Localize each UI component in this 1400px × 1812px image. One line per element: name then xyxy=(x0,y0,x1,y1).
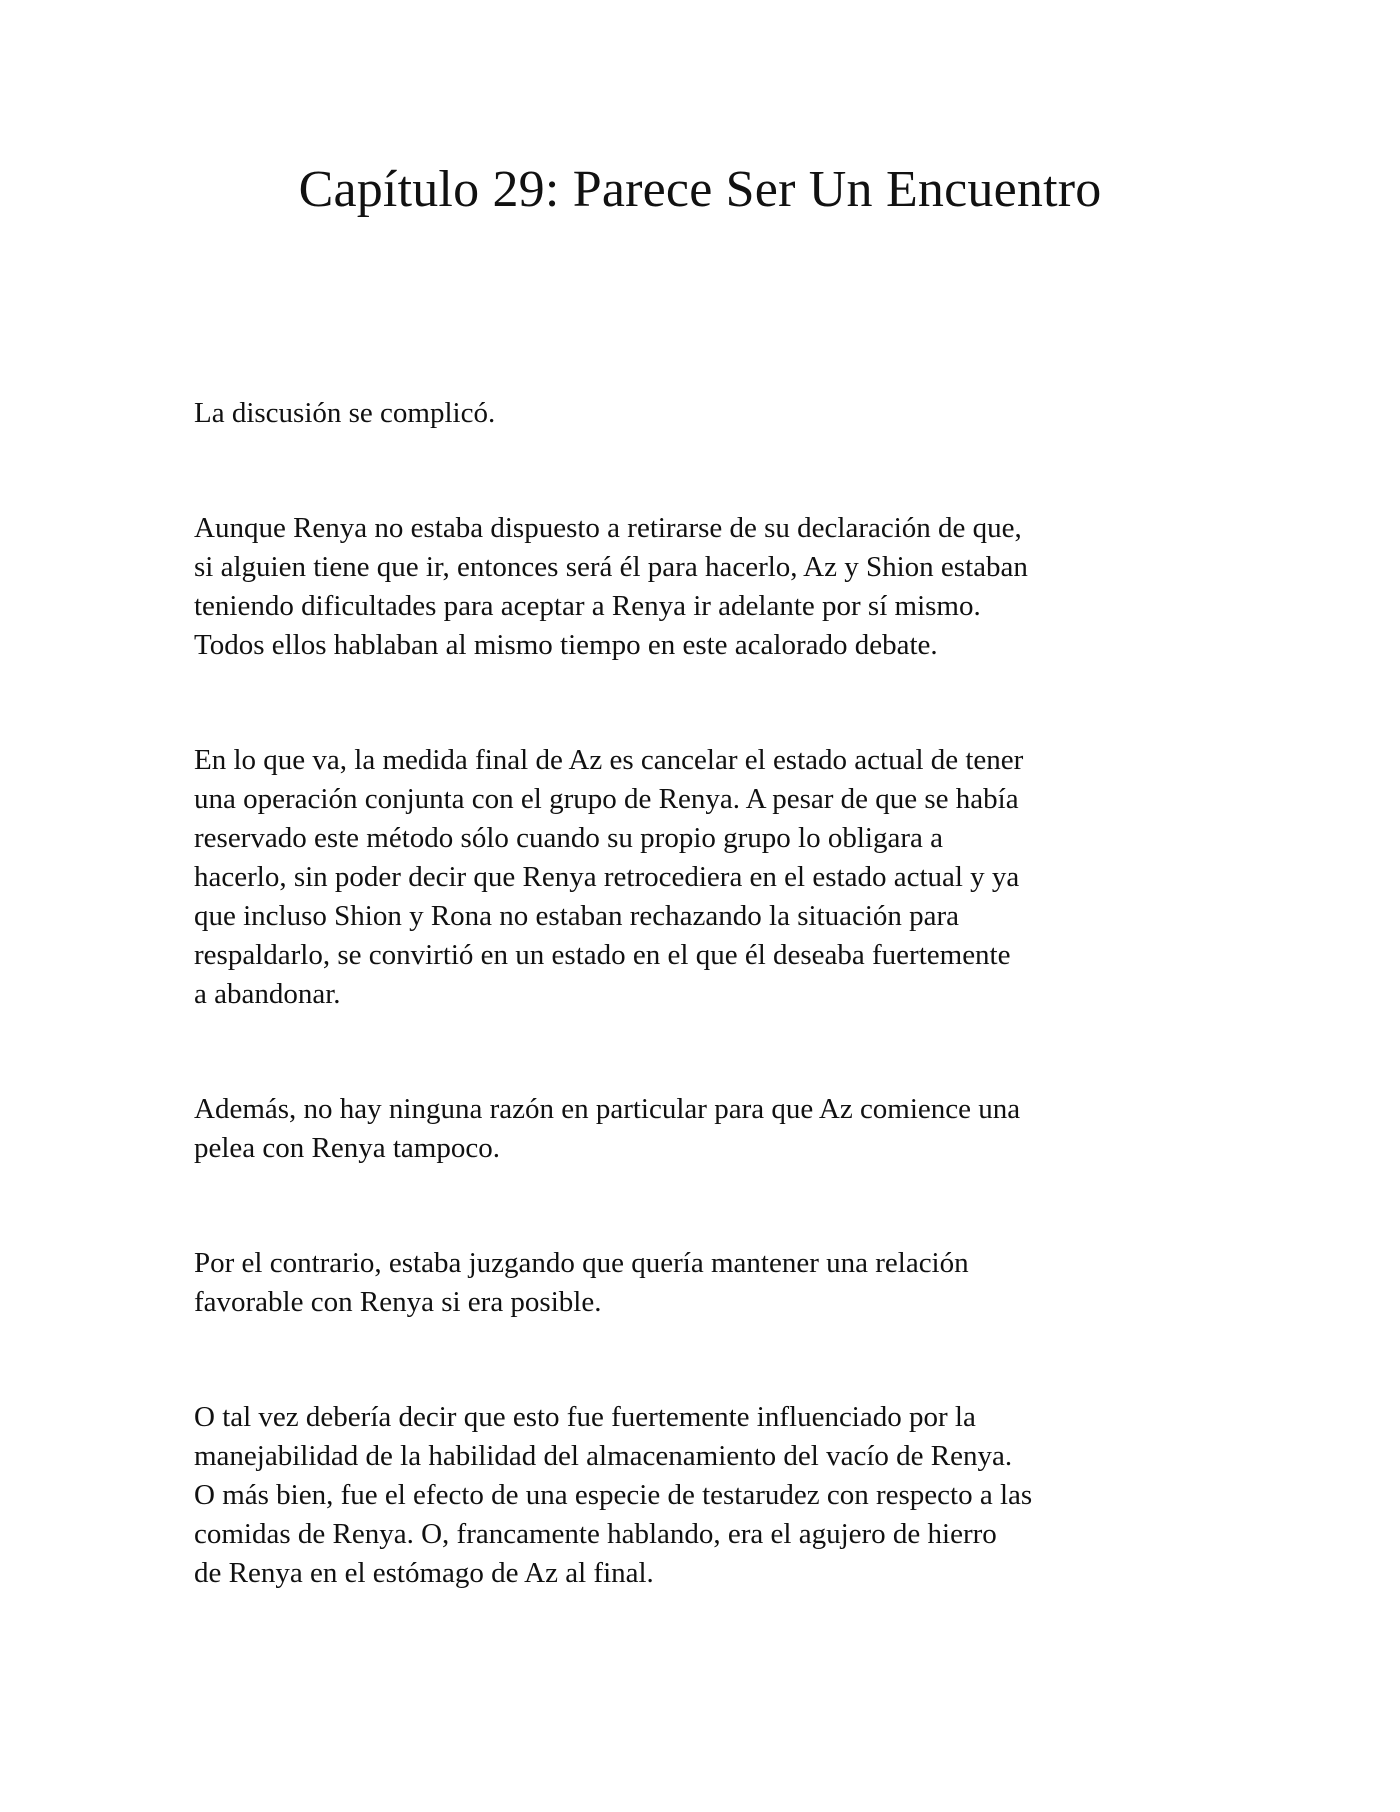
text-line: Aunque Renya no estaba dispuesto a retirarse de su declaración de que, xyxy=(194,512,1022,544)
text-line: La discusión se complicó. xyxy=(194,397,496,429)
text-line: respaldarlo, se convirtió en un estado en el que él deseaba fuertemente xyxy=(194,939,1011,971)
text-line: que incluso Shion y Rona no estaban rechazando la situación para xyxy=(194,900,960,932)
text-line: comidas de Renya. O, francamente hablando, era el agujero de hierro xyxy=(194,1518,997,1550)
text-line: pelea con Renya tampoco. xyxy=(194,1132,500,1164)
text-line: En lo que va, la medida final de Az es cancelar el estado actual de tener xyxy=(194,744,1024,776)
text-line: favorable con Renya si era posible. xyxy=(194,1286,602,1318)
text-line: manejabilidad de la habilidad del almacenamiento del vacío de Renya. xyxy=(194,1440,1013,1472)
text-line: hacerlo, sin poder decir que Renya retrocediera en el estado actual y ya xyxy=(194,861,1020,893)
text-line: Además, no hay ninguna razón en particular para que Az comience una xyxy=(194,1093,1021,1125)
paragraph xyxy=(194,394,1234,433)
text-line: O tal vez debería decir que esto fue fuertemente influenciado por la xyxy=(194,1401,976,1433)
paragraph xyxy=(194,509,1234,665)
paragraph xyxy=(194,1398,1234,1593)
text-line: Todos ellos hablaban al mismo tiempo en este acalorado debate. xyxy=(194,629,938,661)
paragraph xyxy=(194,741,1234,1014)
chapter-title: Capítulo 29: Parece Ser Un Encuentro xyxy=(298,161,1102,218)
paragraph xyxy=(194,1244,1234,1322)
text-line: de Renya en el estómago de Az al final. xyxy=(194,1557,654,1589)
text-line: una operación conjunta con el grupo de Renya. A pesar de que se había xyxy=(194,783,1019,815)
text-line: O más bien, fue el efecto de una especie de testarudez con respecto a las xyxy=(194,1479,1033,1511)
text-line: Por el contrario, estaba juzgando que quería mantener una relación xyxy=(194,1247,969,1279)
document-body xyxy=(194,394,1234,1669)
text-line: a abandonar. xyxy=(194,978,341,1010)
paragraph xyxy=(194,1090,1234,1168)
text-line: si alguien tiene que ir, entonces será él para hacerlo, Az y Shion estaban xyxy=(194,551,1028,583)
text-line: reservado este método sólo cuando su propio grupo lo obligara a xyxy=(194,822,943,854)
text-line: teniendo dificultades para aceptar a Renya ir adelante por sí mismo. xyxy=(194,590,981,622)
